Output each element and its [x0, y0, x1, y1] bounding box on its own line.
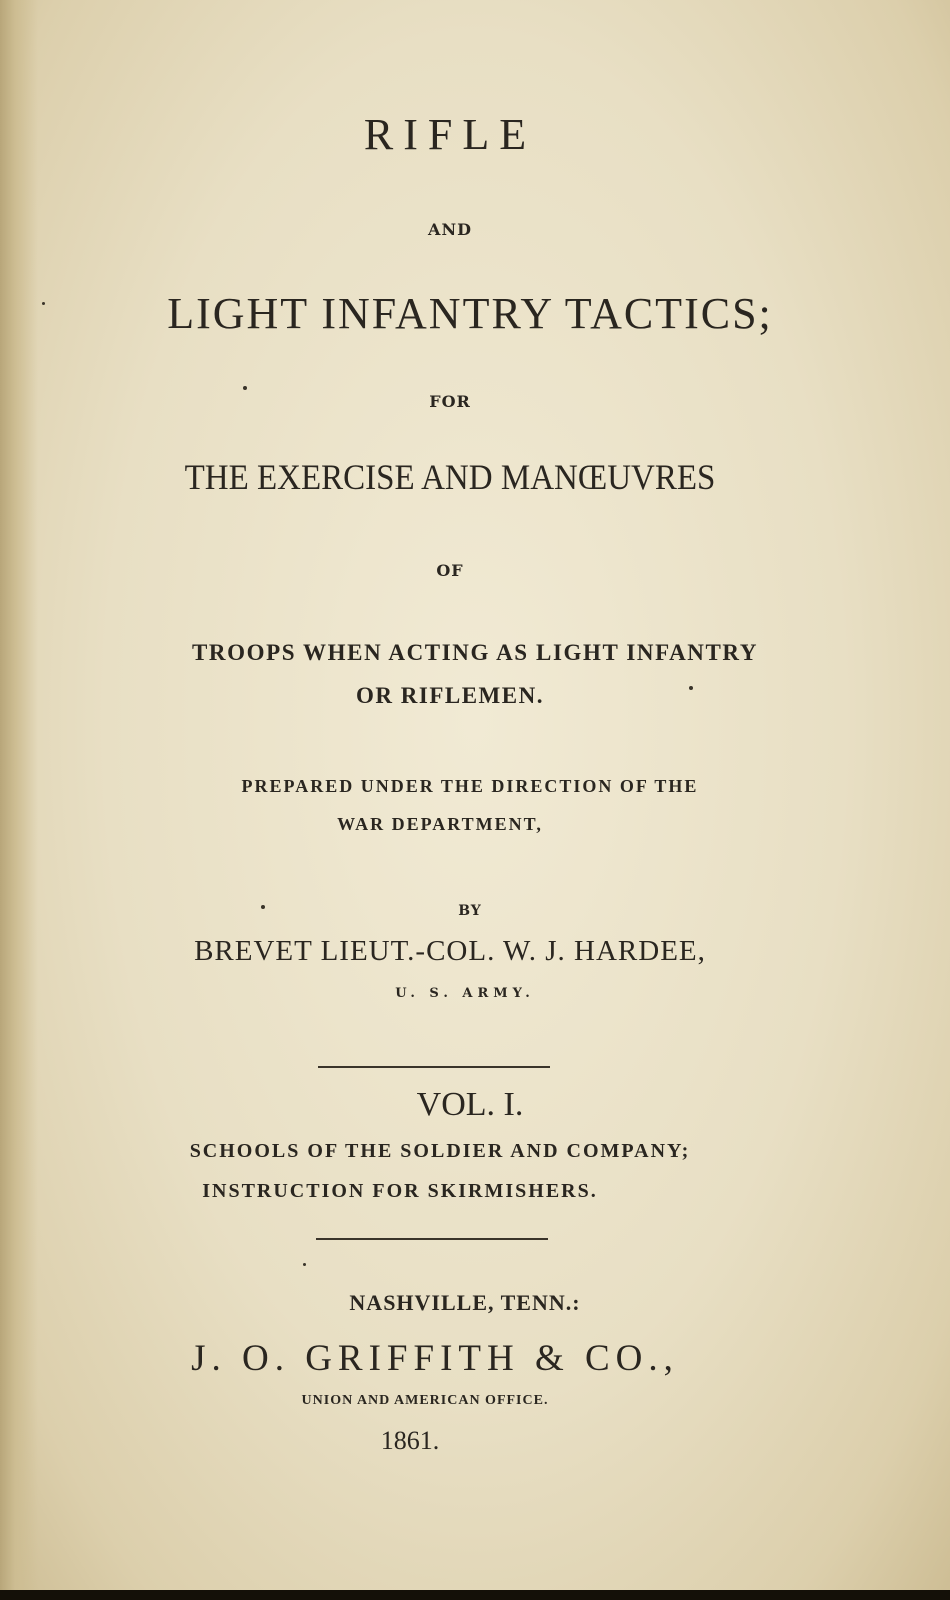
conjunction-and: AND	[428, 220, 472, 239]
divider-rule-top	[318, 1066, 550, 1068]
publication-place: NASHVILLE, TENN.:	[349, 1290, 581, 1315]
publisher-office: UNION AND AMERICAN OFFICE.	[301, 1393, 549, 1408]
ink-speck	[261, 905, 265, 909]
volume-label: VOL. I.	[416, 1086, 524, 1123]
contents-line-1: SCHOOLS OF THE SOLDIER AND COMPANY;	[189, 1140, 691, 1162]
preposition-of: OF	[436, 561, 464, 580]
author-affiliation: U. S. ARMY.	[395, 986, 535, 1001]
troops-line-2: OR RIFLEMEN.	[356, 683, 544, 708]
title-main: RIFLE	[363, 110, 537, 159]
publication-year: 1861.	[380, 1426, 440, 1455]
author-name: BREVET LIEUT.-COL. W. J. HARDEE,	[194, 935, 706, 967]
page-bottom-edge	[0, 1590, 950, 1600]
publisher-name: J. O. GRIFFITH & CO.,	[191, 1338, 679, 1379]
contents-line-2: INSTRUCTION FOR SKIRMISHERS.	[202, 1180, 598, 1202]
purpose-line: THE EXERCISE AND MANŒUVRES	[184, 458, 716, 498]
title-subtitle: LIGHT INFANTRY TACTICS;	[167, 289, 773, 338]
prepared-line-2: WAR DEPARTMENT,	[337, 814, 543, 834]
ink-speck	[243, 386, 247, 390]
divider-rule-bottom	[316, 1238, 548, 1240]
troops-line-1: TROOPS WHEN ACTING AS LIGHT INFANTRY	[191, 640, 759, 665]
prepared-line-1: PREPARED UNDER THE DIRECTION OF THE	[241, 776, 699, 796]
by-line: BY	[458, 903, 482, 919]
ink-speck	[689, 686, 693, 690]
preposition-for: FOR	[429, 392, 471, 411]
ink-speck	[303, 1263, 306, 1266]
ink-speck	[42, 302, 45, 305]
